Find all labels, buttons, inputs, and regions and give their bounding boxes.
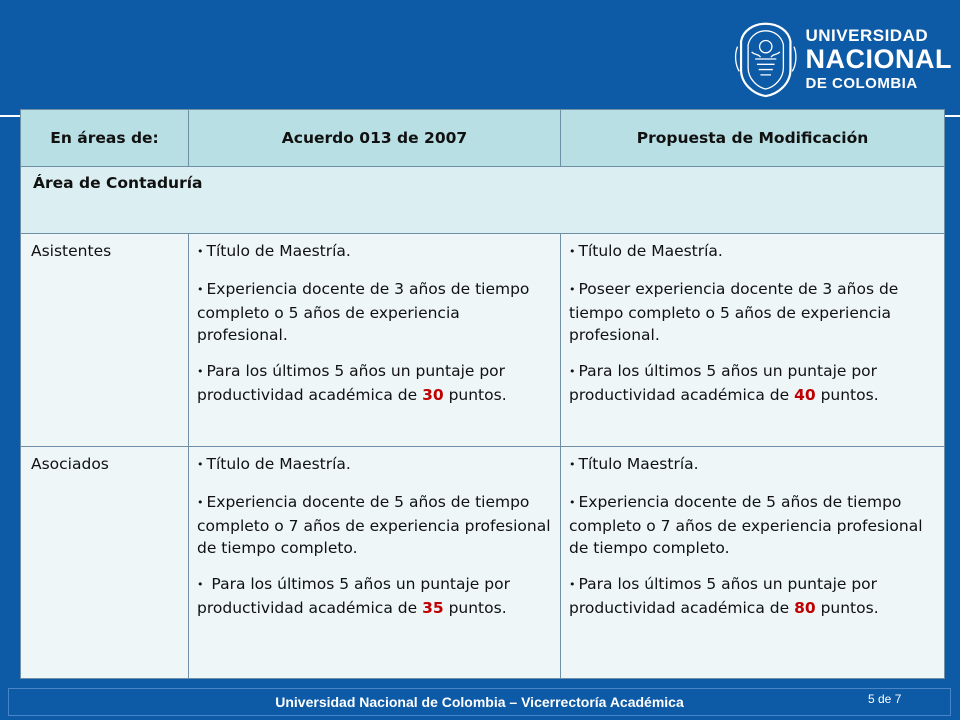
header-rule-left <box>0 115 20 117</box>
bullet-icon: • <box>569 283 576 296</box>
list-item: • Experiencia docente de 5 años de tiempo completo o 7 años de experiencia profesional de tiempo completo. <box>569 493 923 557</box>
header-acuerdo: Acuerdo 013 de 2007 <box>189 110 561 167</box>
acuerdo-cell <box>189 447 561 679</box>
category-asistentes: Asistentes <box>21 234 189 447</box>
footer-bar <box>8 688 951 716</box>
propuesta-cell <box>561 234 945 447</box>
points-value: 40 <box>794 386 816 404</box>
list-item: • Para los últimos 5 años un puntaje por productividad académica de 80 puntos. <box>569 575 879 617</box>
area-row <box>21 167 945 234</box>
list-item: • Para los últimos 5 años un puntaje por productividad académica de 35 puntos. <box>197 575 510 617</box>
bullet-icon: • <box>197 496 204 509</box>
points-value: 35 <box>422 599 444 617</box>
list-item: • Título Maestría. <box>569 455 699 473</box>
university-logo <box>730 10 952 108</box>
bullet-icon: • <box>197 458 204 471</box>
university-seal-icon <box>734 15 798 103</box>
points-value: 80 <box>794 599 816 617</box>
area-title: Área de Contaduría <box>21 167 945 234</box>
acuerdo-cell <box>189 234 561 447</box>
header-propuesta: Propuesta de Modificación <box>561 110 945 167</box>
propuesta-cell <box>561 447 945 679</box>
list-item: • Experiencia docente de 5 años de tiempo completo o 7 años de experiencia profesional de tiempo completo. <box>197 493 551 557</box>
bullet-icon: • <box>197 365 204 378</box>
category-asociados: Asociados <box>21 447 189 679</box>
bullet-icon: • <box>569 245 576 258</box>
list-item: • Poseer experiencia docente de 3 años de tiempo completo o 5 años de experiencia profesional. <box>569 280 899 344</box>
page-number: 5 de 7 <box>868 692 902 706</box>
bullet-icon: • <box>197 283 204 296</box>
table-header-row <box>21 110 945 167</box>
bullet-icon: • <box>569 458 576 471</box>
logo-line-2: NACIONAL <box>805 44 952 74</box>
comparison-table <box>20 109 945 679</box>
logo-line-1: UNIVERSIDAD <box>805 26 929 45</box>
footer-text: Universidad Nacional de Colombia – Vicerrectoría Académica <box>275 694 684 710</box>
list-item: • Para los últimos 5 años un puntaje por productividad académica de 40 puntos. <box>569 362 879 404</box>
bullet-icon: • <box>569 496 576 509</box>
list-item: • Título de Maestría. <box>569 242 723 260</box>
list-item: • Para los últimos 5 años un puntaje por productividad académica de 30 puntos. <box>197 362 507 404</box>
bullet-icon: • <box>197 578 204 591</box>
points-value: 30 <box>422 386 444 404</box>
header-areas: En áreas de: <box>21 110 189 167</box>
list-item: • Título de Maestría. <box>197 242 351 260</box>
table-row <box>21 447 945 679</box>
list-item: • Título de Maestría. <box>197 455 351 473</box>
bullet-icon: • <box>569 365 576 378</box>
bullet-icon: • <box>569 578 576 591</box>
bullet-icon: • <box>197 245 204 258</box>
list-item: • Experiencia docente de 3 años de tiempo completo o 5 años de experiencia profesional. <box>197 280 530 344</box>
table-row <box>21 234 945 447</box>
logo-line-3: DE COLOMBIA <box>805 75 918 92</box>
header-rule-right <box>944 115 960 117</box>
logo-wordmark <box>806 27 953 91</box>
